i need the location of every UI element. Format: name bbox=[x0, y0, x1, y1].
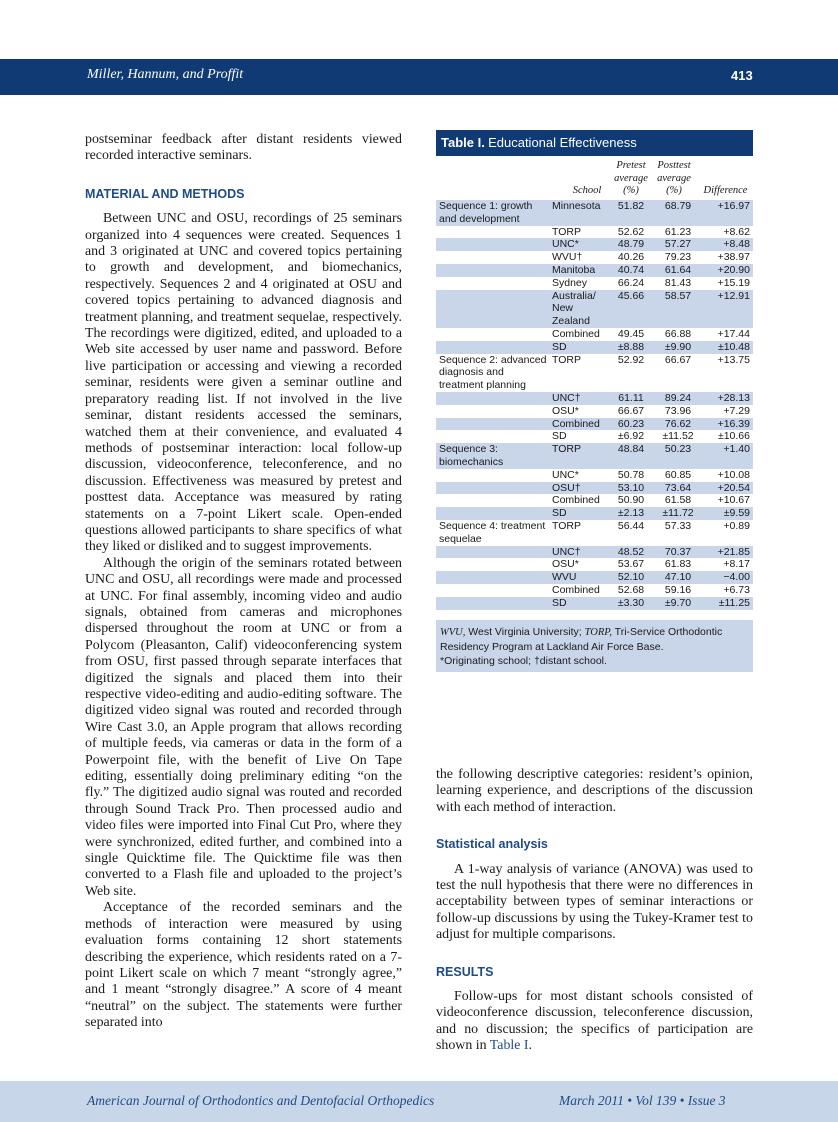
left-column bbox=[85, 132, 402, 1032]
cell-school: UNC† bbox=[550, 546, 608, 559]
cell-sequence bbox=[436, 584, 550, 597]
cell-posttest: 61.23 bbox=[664, 225, 692, 238]
cell-difference: +10.67 bbox=[717, 494, 750, 507]
cell-difference: +16.97 bbox=[702, 200, 753, 226]
cell-sequence: Sequence 4: treatment sequelae bbox=[439, 519, 546, 545]
cell-pretest: 45.66 bbox=[608, 290, 654, 328]
cell-posttest: 76.62 bbox=[654, 418, 702, 431]
table-body bbox=[436, 200, 753, 610]
cell-sequence bbox=[436, 430, 550, 443]
cell-sequence bbox=[436, 571, 550, 584]
cell-sequence bbox=[436, 405, 550, 418]
table-row bbox=[436, 341, 753, 354]
cell-pretest: 53.10 bbox=[608, 482, 654, 495]
cell-posttest: ±11.72 bbox=[654, 507, 702, 520]
cell-difference: +13.75 bbox=[717, 353, 750, 366]
cell-posttest: ±9.90 bbox=[654, 341, 702, 354]
table-row bbox=[436, 328, 753, 341]
table-row bbox=[436, 392, 753, 405]
abbr-wvu-text: West Virginia University; bbox=[465, 625, 585, 638]
cell-difference: +20.54 bbox=[702, 482, 753, 495]
cell-school: Minnesota bbox=[550, 200, 608, 226]
table-row bbox=[436, 264, 753, 277]
cell-pretest: 61.11 bbox=[608, 392, 654, 405]
table-row bbox=[436, 200, 753, 226]
cell-difference: +8.62 bbox=[723, 225, 750, 238]
cell-school: OSU* bbox=[552, 558, 579, 571]
cell-difference: ±9.59 bbox=[702, 507, 753, 520]
cell-posttest: 50.23 bbox=[654, 443, 702, 469]
cell-difference: −4.00 bbox=[702, 571, 753, 584]
cell-pretest: 50.90 bbox=[617, 494, 645, 507]
results-paragraph bbox=[436, 989, 753, 1055]
cell-school: WVU bbox=[550, 571, 608, 584]
cell-sequence bbox=[436, 418, 550, 431]
cell-sequence: Sequence 3: biomechanics bbox=[436, 443, 550, 469]
data-table bbox=[436, 200, 753, 610]
cell-difference: +8.17 bbox=[723, 558, 750, 571]
cell-school: UNC† bbox=[550, 392, 608, 405]
cell-sequence bbox=[436, 264, 550, 277]
cell-difference: ±11.25 bbox=[702, 597, 753, 610]
cell-pretest: 53.67 bbox=[617, 558, 645, 571]
cell-school: Sydney bbox=[552, 276, 588, 289]
table-header bbox=[436, 156, 753, 200]
cell-difference: ±10.48 bbox=[702, 341, 753, 354]
cell-sequence bbox=[436, 238, 550, 251]
cell-pretest: 40.26 bbox=[617, 251, 645, 264]
cell-sequence bbox=[436, 341, 550, 354]
cell-school: SD bbox=[550, 597, 608, 610]
cell-posttest: 81.43 bbox=[664, 276, 692, 289]
cell-school: SD bbox=[550, 507, 608, 520]
abbr-torp-text: Tri-Service Orthodontic Residency Program at Lackland Air Force Base. bbox=[440, 625, 723, 653]
cell-posttest: 47.10 bbox=[654, 571, 702, 584]
cell-school: Combined bbox=[552, 327, 600, 340]
cell-sequence bbox=[436, 494, 550, 507]
table-row bbox=[436, 584, 753, 597]
methods-paragraph-2: Although the origin of the seminars rotated between UNC and OSU, all recordings were made and processed at UNC. For final assembly, incoming video and audio signals, obtained from cameras and microphones dispersed throughout the room at UNC or from a Polycom (Pleasanton, Calif) videoconferencing system from OSU, first passed through separate interfaces that digitized the signals and placed them into their respective video-editing and audio-editing software. The digitized video signal was routed and recorded through Wire Cast 3.0, an Apple program that allows recording of multiple feeds, via cameras or data in the form of a Powerpoint file, with the benefit of Live On Tape editing, essentially doing preliminary editing “on the fly.” The digitized audio signal was routed and recorded through Sound Track Pro. Then processed audio and video files were imported into Final Cut Pro, where they were synchronized, edited further, and combined into a single Quicktime file. The Quicktime file was then converted to a Flash file and uploaded to the project’s Web site. bbox=[85, 555, 402, 899]
cell-pretest: 49.45 bbox=[617, 327, 645, 340]
cell-pretest: ±6.92 bbox=[617, 430, 645, 443]
cell-difference: ±10.66 bbox=[717, 430, 750, 443]
cell-sequence bbox=[436, 597, 550, 610]
cell-difference: +28.13 bbox=[702, 392, 753, 405]
cell-pretest: 66.67 bbox=[617, 404, 645, 417]
table-row bbox=[436, 277, 753, 290]
header-posttest: Posttest average (%) bbox=[657, 160, 691, 196]
table-row bbox=[436, 520, 753, 546]
cell-school: OSU* bbox=[552, 404, 579, 417]
cell-difference: +1.40 bbox=[702, 443, 753, 469]
running-footer bbox=[0, 1081, 838, 1122]
cell-sequence bbox=[436, 290, 550, 328]
cell-posttest: 61.83 bbox=[664, 558, 692, 571]
cell-difference: +15.19 bbox=[717, 276, 750, 289]
cell-school: TORP bbox=[550, 443, 608, 469]
cell-difference: +6.73 bbox=[723, 583, 750, 596]
cell-school: Manitoba bbox=[550, 264, 608, 277]
cell-sequence bbox=[436, 507, 550, 520]
table-reference-link[interactable]: Table I bbox=[489, 1038, 529, 1054]
cell-difference: +21.85 bbox=[702, 546, 753, 559]
cell-pretest: 60.23 bbox=[608, 418, 654, 431]
cell-school: WVU† bbox=[552, 251, 583, 264]
cell-posttest: 66.67 bbox=[664, 353, 692, 366]
cell-school: TORP bbox=[552, 519, 581, 532]
cell-posttest: ±9.70 bbox=[654, 597, 702, 610]
running-header bbox=[0, 59, 838, 95]
cell-school: Combined bbox=[552, 583, 600, 596]
cell-sequence bbox=[436, 469, 550, 482]
running-head-authors: Miller, Hannum, and Proffit bbox=[87, 67, 244, 82]
table-row bbox=[436, 226, 753, 239]
cell-pretest: 52.10 bbox=[608, 571, 654, 584]
cell-pretest: 50.78 bbox=[617, 468, 645, 481]
intro-paragraph: postseminar feedback after distant residents viewed recorded interactive seminars. bbox=[85, 132, 402, 164]
cell-difference: +8.48 bbox=[702, 238, 753, 251]
cell-school: SD bbox=[552, 430, 567, 443]
cell-pretest: 66.24 bbox=[617, 276, 645, 289]
table-title bbox=[436, 130, 753, 156]
table-row bbox=[436, 354, 753, 392]
cell-school: OSU† bbox=[550, 482, 608, 495]
cell-sequence bbox=[436, 558, 550, 571]
categories-paragraph: the following descriptive categories: resident’s opinion, learning experience, and descriptions of the discussion with each method of interaction. bbox=[436, 767, 753, 815]
cell-school: TORP bbox=[552, 353, 581, 366]
page-number: 413 bbox=[731, 68, 753, 83]
right-column bbox=[436, 767, 753, 1055]
section-heading-results: RESULTS bbox=[436, 964, 494, 979]
cell-posttest: 61.64 bbox=[654, 264, 702, 277]
footnote-abbreviations bbox=[440, 625, 749, 654]
abbr-wvu: WVU, bbox=[440, 626, 466, 638]
cell-pretest: 51.82 bbox=[608, 200, 654, 226]
cell-posttest: 68.79 bbox=[654, 200, 702, 226]
cell-school: Combined bbox=[550, 418, 608, 431]
cell-pretest: ±3.30 bbox=[608, 597, 654, 610]
header-pretest: Pretest average (%) bbox=[614, 160, 648, 196]
cell-pretest: 56.44 bbox=[617, 519, 645, 532]
cell-posttest: ±11.52 bbox=[662, 430, 694, 443]
table-row bbox=[436, 494, 753, 507]
footnote-symbols: *Originating school; †distant school. bbox=[440, 654, 607, 667]
cell-difference: +0.89 bbox=[723, 519, 750, 532]
cell-pretest: 52.62 bbox=[617, 225, 645, 238]
cell-school: Combined bbox=[552, 494, 600, 507]
cell-sequence: Sequence 1: growth and development bbox=[436, 200, 550, 226]
table-row bbox=[436, 405, 753, 418]
cell-sequence bbox=[436, 328, 550, 341]
cell-sequence bbox=[436, 226, 550, 239]
methods-paragraph-3: Acceptance of the recorded seminars and the methods of interaction were measured by using evaluation forms containing 12 short statements describing the experience, which residents rated on a 7-point Likert scale on which 7 meant “strongly agree,” and 1 meant “strongly disagree.” A score of 4 meant “neutral” on the subject. The statements were further separated into bbox=[85, 900, 402, 1031]
table-label: Table I. bbox=[441, 135, 485, 150]
results-text: Follow-ups for most distant schools consisted of videoconference discussion, teleconference discussion, and no discussion; the specifics of participation are shown in bbox=[436, 989, 753, 1054]
table-row bbox=[436, 238, 753, 251]
cell-pretest: ±2.13 bbox=[608, 507, 654, 520]
cell-pretest: 52.92 bbox=[617, 353, 645, 366]
cell-school: Australia/ New Zealand bbox=[550, 290, 608, 328]
table-row bbox=[436, 418, 753, 431]
cell-posttest: 73.64 bbox=[654, 482, 702, 495]
cell-sequence bbox=[436, 392, 550, 405]
results-period: . bbox=[528, 1038, 533, 1054]
cell-difference: +10.08 bbox=[717, 468, 750, 481]
table-row bbox=[436, 251, 753, 264]
cell-sequence bbox=[436, 482, 550, 495]
cell-sequence bbox=[436, 546, 550, 559]
cell-posttest: 58.57 bbox=[654, 290, 702, 328]
issue-info: March 2011 • Vol 139 • Issue 3 bbox=[559, 1093, 726, 1108]
table-row bbox=[436, 571, 753, 584]
table-footnotes bbox=[436, 620, 753, 672]
table-row bbox=[436, 430, 753, 443]
cell-posttest: 79.23 bbox=[664, 251, 692, 264]
cell-sequence bbox=[436, 277, 550, 290]
table-row bbox=[436, 507, 753, 520]
cell-pretest: 48.84 bbox=[608, 443, 654, 469]
cell-posttest: 73.96 bbox=[664, 404, 692, 417]
cell-difference: +20.90 bbox=[702, 264, 753, 277]
header-difference: Difference bbox=[703, 185, 748, 196]
table-row bbox=[436, 546, 753, 559]
cell-posttest: 57.27 bbox=[654, 238, 702, 251]
table-title-text: Educational Effectiveness bbox=[488, 135, 637, 150]
cell-pretest: 48.79 bbox=[608, 238, 654, 251]
table-row bbox=[436, 443, 753, 469]
header-school: School bbox=[572, 185, 602, 196]
table-row bbox=[436, 597, 753, 610]
cell-school: UNC* bbox=[552, 468, 579, 481]
section-heading-methods: MATERIAL AND METHODS bbox=[85, 186, 245, 201]
cell-pretest: 52.68 bbox=[617, 583, 645, 596]
cell-posttest: 57.33 bbox=[664, 519, 692, 532]
table-row bbox=[436, 469, 753, 482]
cell-posttest: 61.58 bbox=[664, 494, 692, 507]
cell-difference: +7.29 bbox=[723, 404, 750, 417]
cell-school: TORP bbox=[552, 225, 581, 238]
cell-difference: +38.97 bbox=[717, 251, 750, 264]
cell-sequence bbox=[436, 251, 550, 264]
table-row bbox=[436, 482, 753, 495]
cell-pretest: 48.52 bbox=[608, 546, 654, 559]
statistics-paragraph: A 1-way analysis of variance (ANOVA) was used to test the null hypothesis that there were no differences in acceptability between types of seminar interactions or follow-up discussions by using the Tukey-Kramer test to adjust for multiple comparisons. bbox=[436, 861, 753, 943]
cell-pretest: ±8.88 bbox=[608, 341, 654, 354]
cell-posttest: 59.16 bbox=[664, 583, 692, 596]
table-row bbox=[436, 290, 753, 328]
cell-posttest: 70.37 bbox=[654, 546, 702, 559]
methods-paragraph-1: Between UNC and OSU, recordings of 25 seminars organized into 4 sequences were created. Sequences 1 and 3 originated at UNC and covered topics pertaining to growth and development, and biomechanics, respectively. Sequences 2 and 4 originated at OSU and covered topics pertaining to advanced diagnosis and treatment planning, and treatment sequelae, respectively. The recordings were digitized, edited, and uploaded to a Web site accessed by user name and password. Before live participation or accessing and viewing a recorded seminar, residents were given a seminar outline and preparatory reading list. If not involved in the live seminar, distant residents accessed the seminars, watched them at their convenience, and evaluated 4 methods of postseminar interaction: local follow-up discussion, videoconference, teleconference, and no discussion. Effectiveness was measured by pretest and posttest data. Acceptance was measured by rating statements on a 7-point Likert scale. Open-ended questions allowed participants to share specifics of what they liked or disliked and to suggest improvements. bbox=[85, 211, 402, 555]
section-heading-statistics: Statistical analysis bbox=[436, 837, 548, 852]
table-educational-effectiveness bbox=[436, 130, 753, 743]
abbr-torp: TORP, bbox=[584, 626, 612, 638]
cell-posttest: 89.24 bbox=[654, 392, 702, 405]
cell-difference: +12.91 bbox=[702, 290, 753, 328]
cell-difference: +16.39 bbox=[702, 418, 753, 431]
table-row bbox=[436, 558, 753, 571]
cell-school: UNC* bbox=[550, 238, 608, 251]
cell-posttest: 66.88 bbox=[664, 327, 692, 340]
cell-pretest: 40.74 bbox=[608, 264, 654, 277]
journal-name: American Journal of Orthodontics and Dentofacial Orthopedics bbox=[87, 1093, 435, 1108]
cell-sequence: Sequence 2: advanced diagnosis and treatment planning bbox=[439, 353, 547, 392]
cell-school: SD bbox=[550, 341, 608, 354]
cell-difference: +17.44 bbox=[717, 327, 750, 340]
cell-posttest: 60.85 bbox=[664, 468, 692, 481]
